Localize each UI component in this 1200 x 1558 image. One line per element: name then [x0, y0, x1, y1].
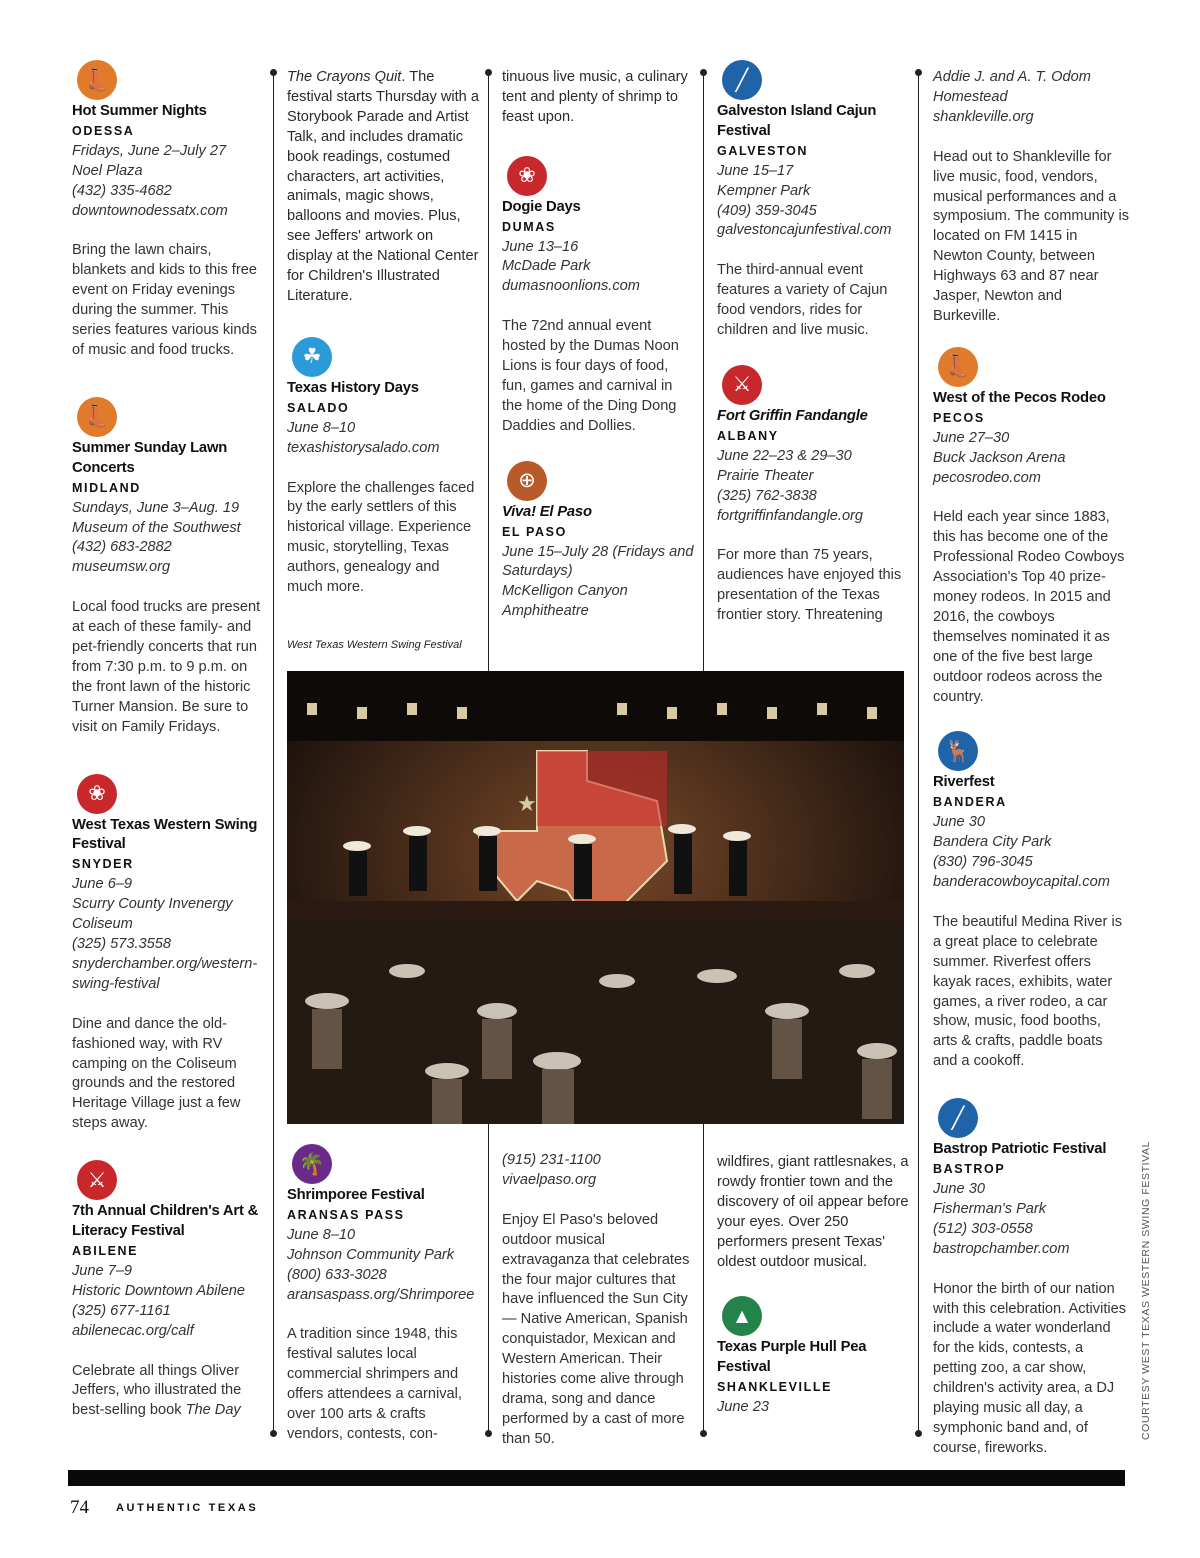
column-4-bottom [717, 1153, 909, 1438]
event-website[interactable]: vivaelpaso.org [502, 1171, 597, 1188]
continued-description [287, 68, 479, 307]
event-date: June 30 [933, 1180, 985, 1197]
event-date: June 15–17 [717, 162, 794, 179]
event-city: MIDLAND [72, 480, 141, 495]
event-city: DUMAS [502, 219, 556, 234]
event-phone: (512) 303-0558 [933, 1220, 1033, 1237]
event-venue: Scurry County Invenergy Coliseum [72, 896, 233, 933]
event-listing [502, 156, 694, 437]
boot-icon: 👢 [77, 397, 117, 437]
event-phone: (325) 573.3558 [72, 936, 171, 952]
event-phone: (432) 335-4682 [72, 182, 172, 199]
event-date: June 22–23 & 29–30 [717, 447, 852, 464]
event-date: June 8–10 [287, 419, 356, 436]
column-3 [502, 68, 694, 642]
description-text: Celebrate all things Oliver Jeffers, who illustrated the best-selling book [72, 1362, 242, 1419]
event-website[interactable]: pecosrodeo.com [933, 469, 1041, 486]
event-listing [933, 731, 1129, 1072]
event-date: June 30 [933, 814, 985, 831]
event-city: ODESSA [72, 123, 135, 138]
event-date: Sundays, June 3–Aug. 19 [72, 499, 240, 516]
event-date: June 6–9 [72, 876, 133, 893]
event-listing [502, 461, 694, 622]
magazine-name: AUTHENTIC TEXAS [116, 1502, 259, 1514]
event-title: 7th Annual Children's Art & Literacy Festival [72, 1203, 259, 1240]
continued-description: wildfires, giant rattlesnakes, a rowdy frontier town and the discovery of oil appear before your eyes. Over 250 performers present Texas' oldest outdoor musical. [717, 1154, 909, 1270]
musket-icon: ╱ [938, 1098, 978, 1138]
event-title: Texas Purple Hull Pea Festival [717, 1339, 867, 1376]
event-city: ABILENE [72, 1243, 139, 1258]
column-rule [273, 72, 274, 1434]
event-title: Viva! El Paso [502, 503, 592, 520]
windmill-icon: ❀ [77, 774, 117, 814]
event-website[interactable]: aransaspass.org/Shrimporee [287, 1286, 475, 1303]
event-title: Riverfest [933, 774, 995, 791]
event-title: Bastrop Patriotic Festival [933, 1141, 1107, 1158]
event-city: PECOS [933, 410, 985, 425]
event-venue: Johnson Community Park [287, 1246, 455, 1263]
event-listing [72, 397, 264, 738]
event-description: Enjoy El Paso's beloved outdoor musical extravaganza that celebrates the four major cultures that have influenced the Sun City — Native American, Spanish conquistador, Mexican and Western American. Their histories come alive through drama, song and dance performed by a cast of more than 50. [502, 1211, 690, 1447]
column-4 [717, 60, 909, 646]
event-city: BANDERA [933, 795, 1007, 810]
event-city: ALBANY [717, 428, 779, 443]
event-city: SNYDER [72, 857, 134, 872]
event-venue: Addie J. and A. T. Odom Homestead [933, 69, 1091, 105]
event-website[interactable]: bastropchamber.com [933, 1240, 1070, 1257]
event-website[interactable]: snyderchamber.org/western-swing-festival [72, 955, 258, 992]
festival-photo [287, 671, 904, 1124]
photo-credit: COURTESY WEST TEXAS WESTERN SWING FESTIVAL [1140, 1140, 1152, 1440]
event-venue: McKelligon Canyon Amphitheatre [502, 583, 628, 620]
event-date: June 27–30 [933, 429, 1010, 446]
event-city: SHANKLEVILLE [717, 1380, 833, 1395]
event-description: Local food trucks are present at each of these family- and pet-friendly concerts that run from 7:30 p.m. to 9 p.m. on the front lawn of the historic Turner Mansion. Be sure to visit on Family Fridays. [72, 599, 261, 735]
event-title: Dogie Days [502, 198, 581, 215]
musket-icon: ╱ [722, 60, 762, 100]
event-website[interactable]: galvestoncajunfestival.com [717, 222, 892, 239]
event-listing [717, 365, 909, 626]
event-listing [72, 774, 264, 1135]
footer-bar [68, 1470, 1125, 1486]
event-venue: Historic Downtown Abilene [72, 1282, 246, 1299]
event-listing [717, 1296, 909, 1418]
event-website[interactable]: museumsw.org [72, 559, 171, 576]
event-website[interactable]: dumasnoonlions.com [502, 278, 640, 295]
event-phone: (325) 762-3838 [717, 487, 817, 504]
event-website[interactable]: fortgriffinfandangle.org [717, 507, 864, 524]
event-title: Hot Summer Nights [72, 103, 207, 119]
event-website[interactable]: downtownodessatx.com [72, 202, 228, 219]
description-text: . The festival starts Thursday with a Storybook Parade and Artist Talk, and includes dramatic book readings, costumed characters, art activities, animals, magic shows, balloons and movies. Plus, see Jeffers' artwork on display at the National Center for Children's Illustrated Literature. [287, 69, 479, 304]
event-title: West of the Pecos Rodeo [933, 389, 1106, 406]
windmill-icon: ❀ [507, 156, 547, 196]
event-description: Held each year since 1883, this has become one of the Professional Rodeo Cowboys Association's Top 40 prize-money rodeos. In 2015 and 2016, the cowboys themselves nominated it as one of the five best large outdoor rodeos across the country. [933, 509, 1125, 705]
event-website[interactable]: banderacowboycapital.com [933, 874, 1110, 890]
book-title: The Day [185, 1402, 241, 1419]
event-description: The beautiful Medina River is a great place to celebrate summer. Riverfest offers kayak races, exhibits, water games, a river rodeo, a car show, music, food booths, arts & crafts, paddle boats and a cookoff. [933, 913, 1122, 1070]
event-venue: Buck Jackson Arena [933, 449, 1066, 466]
event-venue: Prairie Theater [717, 467, 814, 484]
event-listing [72, 60, 264, 361]
column-1 [72, 60, 264, 1441]
event-listing [72, 1160, 264, 1421]
event-phone: (432) 683-2882 [72, 539, 172, 556]
continued-description: tinuous live music, a culinary tent and plenty of shrimp to feast upon. [502, 69, 688, 125]
pine-trees-icon: ▲ [722, 1296, 762, 1336]
event-website[interactable]: shankleville.org [933, 108, 1034, 125]
event-date: Fridays, June 2–July 27 [72, 142, 227, 159]
event-description: Dine and dance the old-fashioned way, with RV camping on the Coliseum grounds and the restored Heritage Village just a few steps away. [72, 1015, 241, 1132]
event-city: BASTROP [933, 1162, 1006, 1177]
column-5 [933, 68, 1129, 1479]
deer-icon: 🦌 [938, 731, 978, 771]
column-2 [287, 68, 479, 618]
event-website[interactable]: texashistorysalado.com [287, 439, 440, 456]
event-description [72, 1362, 264, 1422]
event-description: Bring the lawn chairs, blankets and kids to this free event on Friday evenings during the summer. This series features various kinds of music and food trucks. [72, 242, 257, 358]
event-date: June 8–10 [287, 1226, 356, 1243]
event-description: For more than 75 years, audiences have enjoyed this presentation of the Texas frontier story. Threatening [717, 547, 902, 624]
event-date: June 7–9 [72, 1262, 133, 1279]
event-venue: Museum of the Southwest [72, 519, 241, 536]
photo-caption: West Texas Western Swing Festival [287, 639, 462, 651]
event-title: Texas History Days [287, 379, 419, 396]
event-date: June 15–July 28 (Fridays and Saturdays) [502, 543, 694, 580]
globe-icon: ⊕ [507, 461, 547, 501]
event-phone: (325) 677-1161 [72, 1302, 171, 1319]
event-phone: (409) 359-3045 [717, 202, 817, 219]
event-venue: Fisherman's Park [933, 1200, 1047, 1217]
event-city: EL PASO [502, 524, 567, 539]
boot-icon: 👢 [77, 60, 117, 100]
event-phone: (800) 633-3028 [287, 1266, 387, 1283]
event-listing [933, 1098, 1129, 1459]
event-venue: McDade Park [502, 258, 591, 275]
column-rule [918, 72, 919, 1434]
event-phone: (915) 231-1100 [502, 1152, 601, 1168]
event-description: The 72nd annual event hosted by the Dumas Noon Lions is four days of food, fun, games and carnival in the home of the Ding Dong Daddies and Dollies. [502, 318, 679, 434]
event-listing [933, 347, 1129, 708]
event-date: June 13–16 [502, 238, 579, 255]
event-date: June 23 [717, 1399, 769, 1416]
tree-icon: ☘ [292, 337, 332, 377]
palm-icon: 🌴 [292, 1144, 332, 1184]
event-venue: Noel Plaza [72, 162, 143, 179]
swords-icon: ⚔ [77, 1160, 117, 1200]
event-listing [287, 337, 479, 598]
boot-icon: 👢 [938, 347, 978, 387]
book-title: The Crayons Quit [287, 69, 402, 85]
event-description: Honor the birth of our nation with this celebration. Activities include a water wonderland for the kids, contests, a petting zoo, a car show, children's activity area, a DJ playing music all day, a symphonic band and, of course, fireworks. [933, 1280, 1127, 1456]
event-title: West Texas Western Swing Festival [72, 816, 258, 853]
column-3-bottom [502, 1151, 694, 1450]
event-description: A tradition since 1948, this festival salutes local commercial shrimpers and offers attendees a carnival, over 100 arts & crafts vendors, contests, con- [287, 1326, 462, 1442]
page-number: 74 [70, 1497, 89, 1518]
event-title: Summer Sunday Lawn Concerts [72, 439, 228, 476]
event-title: Fort Griffin Fandangle [717, 407, 868, 424]
event-venue: Kempner Park [717, 182, 811, 199]
event-city: GALVESTON [717, 143, 809, 158]
event-title: Galveston Island Cajun Festival [717, 103, 877, 139]
event-city: SALADO [287, 400, 350, 415]
svg-text:★: ★ [517, 791, 537, 816]
swords-icon: ⚔ [722, 365, 762, 405]
stage-illustration [287, 671, 904, 1124]
event-venue: Bandera City Park [933, 834, 1052, 851]
event-title: Shrimporee Festival [287, 1187, 425, 1203]
column-2-bottom [287, 1144, 479, 1465]
event-website[interactable]: abilenecac.org/calf [72, 1322, 194, 1339]
event-description: The third-annual event features a variety of Cajun food vendors, rides for children and live music. [717, 262, 888, 339]
event-listing [717, 60, 909, 341]
event-phone: (830) 796-3045 [933, 854, 1033, 871]
event-listing [287, 1144, 479, 1445]
event-description: Explore the challenges faced by the early settlers of this historical village. Experience music, storytelling, Texas authors, genealogy and much more. [287, 479, 475, 596]
event-city: ARANSAS PASS [287, 1207, 405, 1222]
event-description: Head out to Shankleville for live music, food, vendors, musical performances and a symposium. The community is located on FM 1415 in Newton County, between Highways 63 and 87 near Jasper, Newton and Burkeville. [933, 148, 1129, 324]
